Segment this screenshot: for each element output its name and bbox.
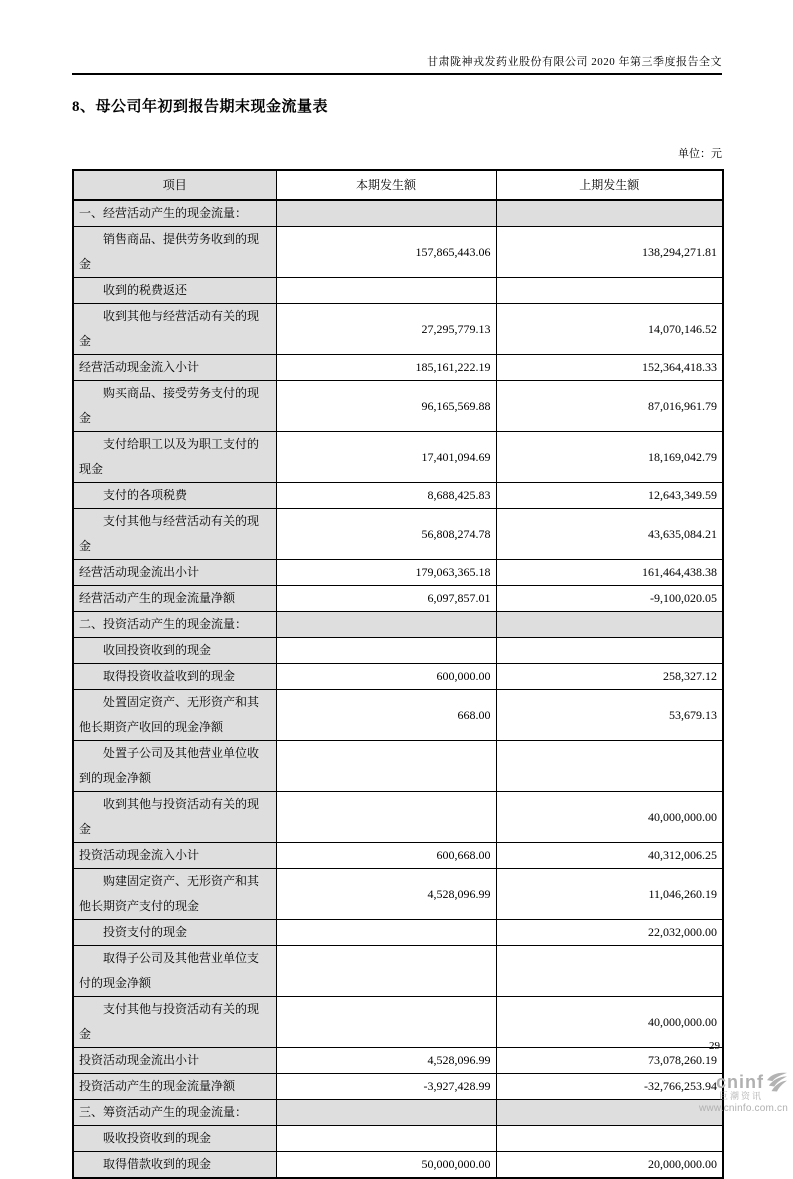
table-row	[73, 1126, 723, 1152]
cell-prior-amount: 43,635,084.21	[496, 509, 723, 560]
table-row	[73, 664, 723, 690]
cell-current-amount: -3,927,428.99	[276, 1074, 496, 1100]
cell-current-amount	[276, 1126, 496, 1152]
table-row	[73, 690, 723, 741]
cell-current-amount: 4,528,096.99	[276, 869, 496, 920]
cell-current-amount: 4,528,096.99	[276, 1048, 496, 1074]
cell-prior-amount	[496, 612, 723, 638]
cell-current-amount: 27,295,779.13	[276, 304, 496, 355]
cell-prior-amount	[496, 1126, 723, 1152]
report-header-text: 甘肃陇神戎发药业股份有限公司 2020 年第三季度报告全文	[427, 56, 722, 68]
cell-item-label: 投资支付的现金	[73, 920, 276, 946]
cell-current-amount	[276, 278, 496, 304]
cell-item-label: 支付其他与经营活动有关的现金	[73, 509, 276, 560]
cell-item-label: 投资活动现金流入小计	[73, 843, 276, 869]
cell-current-amount: 96,165,569.88	[276, 381, 496, 432]
cell-item-label: 支付给职工以及为职工支付的现金	[73, 432, 276, 483]
header-divider	[72, 73, 722, 75]
cell-current-amount: 668.00	[276, 690, 496, 741]
cell-prior-amount: 12,643,349.59	[496, 483, 723, 509]
cell-prior-amount	[496, 741, 723, 792]
cell-current-amount: 8,688,425.83	[276, 483, 496, 509]
cell-item-label: 取得子公司及其他营业单位支付的现金净额	[73, 946, 276, 997]
cell-current-amount: 185,161,222.19	[276, 355, 496, 381]
table-row	[73, 200, 723, 227]
cell-item-label: 投资活动产生的现金流量净额	[73, 1074, 276, 1100]
table-row	[73, 304, 723, 355]
cell-item-label: 取得借款收到的现金	[73, 1152, 276, 1179]
cell-item-label: 收回投资收到的现金	[73, 638, 276, 664]
cell-prior-amount: 53,679.13	[496, 690, 723, 741]
table-row	[73, 997, 723, 1048]
cashflow-table	[72, 169, 724, 1179]
cashflow-table-body	[73, 200, 723, 1178]
cell-item-label: 经营活动产生的现金流量净额	[73, 586, 276, 612]
cell-prior-amount: 40,000,000.00	[496, 997, 723, 1048]
cell-prior-amount	[496, 946, 723, 997]
cell-item-label: 处置子公司及其他营业单位收到的现金净额	[73, 741, 276, 792]
cell-prior-amount	[496, 1100, 723, 1126]
cell-item-label: 购建固定资产、无形资产和其他长期资产支付的现金	[73, 869, 276, 920]
cell-item-label: 销售商品、提供劳务收到的现金	[73, 227, 276, 278]
cninfo-brand-row	[699, 1072, 788, 1092]
cell-item-label: 处置固定资产、无形资产和其他长期资产收回的现金净额	[73, 690, 276, 741]
cell-item-label: 二、投资活动产生的现金流量：	[73, 612, 276, 638]
cell-prior-amount: 40,312,006.25	[496, 843, 723, 869]
cell-current-amount	[276, 200, 496, 227]
table-row	[73, 920, 723, 946]
cell-item-label: 经营活动现金流入小计	[73, 355, 276, 381]
table-row	[73, 1100, 723, 1126]
cell-current-amount: 157,865,443.06	[276, 227, 496, 278]
cell-current-amount	[276, 920, 496, 946]
unit-label: 单位：元	[678, 148, 722, 160]
table-row	[73, 227, 723, 278]
table-row	[73, 1152, 723, 1179]
cell-prior-amount: 11,046,260.19	[496, 869, 723, 920]
page-number: 29	[709, 1040, 720, 1052]
cell-prior-amount: 40,000,000.00	[496, 792, 723, 843]
table-row	[73, 638, 723, 664]
table-row	[73, 586, 723, 612]
cninfo-brand-text: cninf	[716, 1072, 764, 1092]
table-row	[73, 560, 723, 586]
cell-item-label: 一、经营活动产生的现金流量：	[73, 200, 276, 227]
cell-current-amount: 50,000,000.00	[276, 1152, 496, 1179]
page-content	[72, 0, 722, 1179]
cell-current-amount: 600,000.00	[276, 664, 496, 690]
table-header-row	[73, 170, 723, 200]
table-row	[73, 355, 723, 381]
cell-current-amount: 6,097,857.01	[276, 586, 496, 612]
col-header-item: 项目	[73, 170, 276, 200]
cell-prior-amount: 14,070,146.52	[496, 304, 723, 355]
cninfo-swirl-icon	[766, 1072, 788, 1092]
cell-prior-amount: 152,364,418.33	[496, 355, 723, 381]
cell-prior-amount: -9,100,020.05	[496, 586, 723, 612]
section-title: 8、母公司年初到报告期末现金流量表	[72, 99, 329, 115]
cell-prior-amount: 138,294,271.81	[496, 227, 723, 278]
cell-item-label: 收到其他与投资活动有关的现金	[73, 792, 276, 843]
cell-item-label: 取得投资收益收到的现金	[73, 664, 276, 690]
cell-item-label: 支付的各项税费	[73, 483, 276, 509]
cell-current-amount	[276, 792, 496, 843]
table-row	[73, 381, 723, 432]
cell-current-amount	[276, 741, 496, 792]
cell-prior-amount: -32,766,253.94	[496, 1074, 723, 1100]
cell-current-amount	[276, 1100, 496, 1126]
cell-prior-amount	[496, 278, 723, 304]
table-row	[73, 946, 723, 997]
cell-prior-amount: 22,032,000.00	[496, 920, 723, 946]
table-row	[73, 1074, 723, 1100]
table-row	[73, 278, 723, 304]
cell-prior-amount: 258,327.12	[496, 664, 723, 690]
cell-item-label: 三、筹资活动产生的现金流量：	[73, 1100, 276, 1126]
table-row	[73, 741, 723, 792]
col-header-prior-period: 上期发生额	[496, 170, 723, 200]
table-row	[73, 612, 723, 638]
cell-prior-amount: 18,169,042.79	[496, 432, 723, 483]
cell-current-amount: 17,401,094.69	[276, 432, 496, 483]
cell-item-label: 购买商品、接受劳务支付的现金	[73, 381, 276, 432]
cninfo-url: www.cninfo.com.cn	[699, 1103, 788, 1114]
table-row	[73, 1048, 723, 1074]
cell-current-amount: 56,808,274.78	[276, 509, 496, 560]
cell-current-amount	[276, 997, 496, 1048]
cell-prior-amount	[496, 200, 723, 227]
cell-current-amount: 179,063,365.18	[276, 560, 496, 586]
cninfo-subtitle: 巨潮资讯	[718, 1091, 763, 1101]
col-header-current-period: 本期发生额	[276, 170, 496, 200]
page-header	[72, 0, 722, 68]
cell-current-amount	[276, 946, 496, 997]
cninfo-logo	[699, 1072, 788, 1115]
cell-prior-amount: 161,464,438.38	[496, 560, 723, 586]
table-row	[73, 843, 723, 869]
cell-item-label: 支付其他与投资活动有关的现金	[73, 997, 276, 1048]
cell-prior-amount: 73,078,260.19	[496, 1048, 723, 1074]
cell-item-label: 经营活动现金流出小计	[73, 560, 276, 586]
cell-current-amount: 600,668.00	[276, 843, 496, 869]
cell-item-label: 收到其他与经营活动有关的现金	[73, 304, 276, 355]
cell-prior-amount: 20,000,000.00	[496, 1152, 723, 1179]
table-row	[73, 483, 723, 509]
cell-current-amount	[276, 612, 496, 638]
cell-prior-amount	[496, 638, 723, 664]
cell-current-amount	[276, 638, 496, 664]
table-row	[73, 792, 723, 843]
table-row	[73, 432, 723, 483]
cell-item-label: 收到的税费返还	[73, 278, 276, 304]
cell-item-label: 投资活动现金流出小计	[73, 1048, 276, 1074]
table-row	[73, 509, 723, 560]
table-row	[73, 869, 723, 920]
cell-item-label: 吸收投资收到的现金	[73, 1126, 276, 1152]
cell-prior-amount: 87,016,961.79	[496, 381, 723, 432]
